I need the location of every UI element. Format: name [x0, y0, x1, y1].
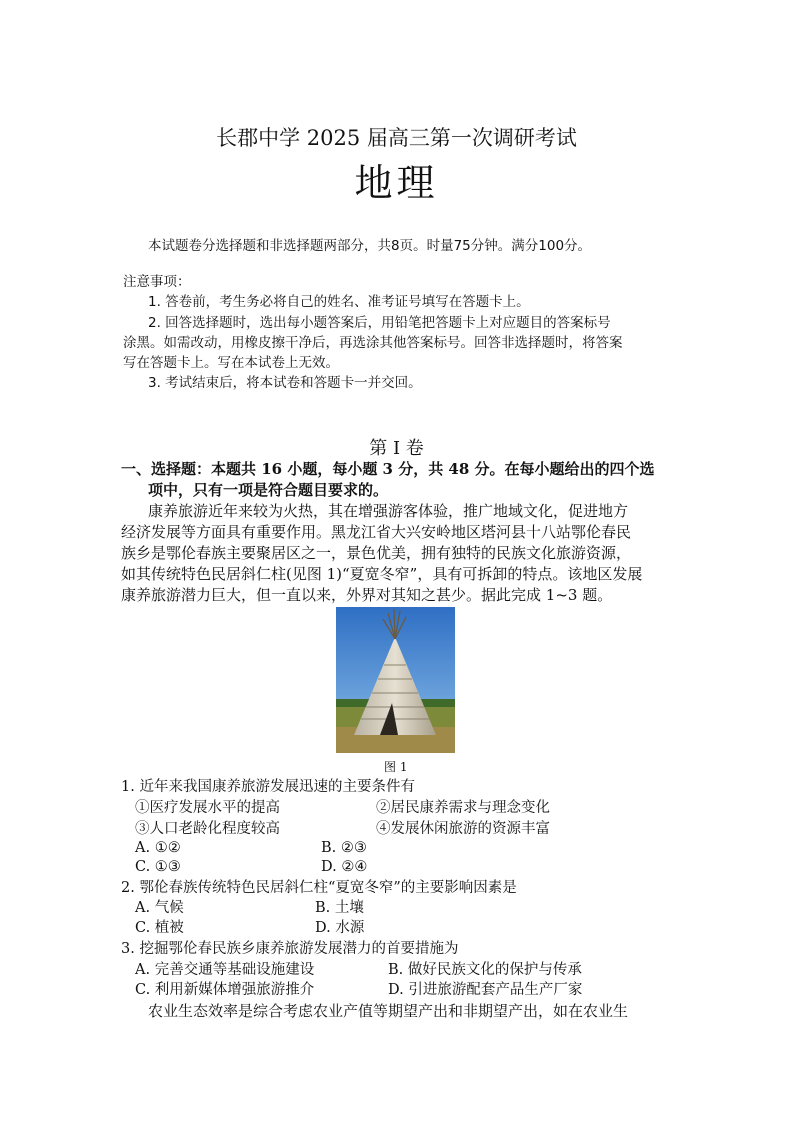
q3-option-d: D. 引进旅游配套产品生产厂家 [388, 982, 583, 998]
q3-option-c: C. 利用新媒体增强旅游推介 [135, 982, 315, 998]
question-1-stem: 1. 近年来我国康养旅游发展迅速的主要条件有 [121, 779, 415, 795]
notice-heading: 注意事项： [123, 274, 191, 290]
q1-statement-2: ②居民康养需求与理念变化 [376, 800, 550, 816]
notice-item-2-cont: 涂黑。如需改动，用橡皮擦干净后，再选涂其他答案标号。回答非选择题时，将答案 [123, 335, 623, 351]
q1-option-a: A. ①② [135, 840, 181, 856]
q2-option-c: C. 植被 [135, 920, 184, 936]
q2-option-a: A. 气候 [135, 900, 184, 916]
q1-option-d: D. ②④ [321, 859, 368, 875]
q1-option-b: B. ②③ [321, 840, 367, 856]
passage-line: 族乡是鄂伦春族主要聚居区之一，景色优美，拥有独特的民族文化旅游资源， [121, 544, 632, 562]
figure-caption: 图 1 [384, 760, 408, 774]
section-title: 第 Ⅰ 卷 [369, 438, 424, 459]
exam-title: 长郡中学 2025 届高三第一次调研考试 [216, 126, 577, 150]
passage-line: 康养旅游近年来较为火热，其在增强游客体验，推广地域文化，促进地方 [148, 502, 629, 520]
exam-intro: 本试题卷分选择题和非选择题两部分，共8页。时量75分钟。满分100分。 [148, 238, 592, 254]
section-instructions-cont: 项中，只有一项是符合题目要求的。 [148, 481, 389, 499]
section-instructions: 一、选择题：本题共 16 小题，每小题 3 分，共 48 分。在每小题给出的四个选 [121, 460, 655, 478]
q1-statement-1: ①医疗发展水平的提高 [135, 800, 280, 816]
passage-line: 如其传统特色民居斜仁柱(见图 1)“夏宽冬窄”，具有可拆卸的特点。该地区发展 [121, 565, 643, 583]
figure-1-photo [336, 607, 455, 753]
passage-line: 康养旅游潜力巨大，但一直以来，外界对其知之甚少。据此完成 1~3 题。 [121, 586, 613, 604]
notice-item-1: 1. 答卷前，考生务必将自己的姓名、准考证号填写在答题卡上。 [148, 294, 530, 310]
subject-title: 地理 [354, 161, 439, 205]
question-2-stem: 2. 鄂伦春族传统特色民居斜仁柱“夏宽冬窄”的主要影响因素是 [121, 880, 517, 896]
notice-item-2: 2. 回答选择题时，选出每小题答案后，用铅笔把答题卡上对应题目的答案标号 [148, 315, 611, 331]
question-3-stem: 3. 挖掘鄂伦春民族乡康养旅游发展潜力的首要措施为 [121, 941, 459, 957]
q1-option-c: C. ①③ [135, 859, 181, 875]
passage-2-line: 农业生态效率是综合考虑农业产值等期望产出和非期望产出，如在农业生 [148, 1002, 629, 1020]
q1-statement-3: ③人口老龄化程度较高 [135, 821, 280, 837]
q3-option-a: A. 完善交通等基础设施建设 [135, 962, 315, 978]
q3-option-b: B. 做好民族文化的保护与传承 [388, 962, 582, 978]
notice-item-2-cont2: 写在答题卡上。写在本试卷上无效。 [123, 355, 339, 371]
passage-line: 经济发展等方面具有重要作用。黑龙江省大兴安岭地区塔河县十八站鄂伦春民 [121, 523, 632, 541]
q2-option-b: B. 土壤 [315, 900, 364, 916]
q2-option-d: D. 水源 [315, 920, 365, 936]
q1-statement-4: ④发展休闲旅游的资源丰富 [376, 821, 550, 837]
notice-item-3: 3. 考试结束后，将本试卷和答题卡一并交回。 [148, 375, 422, 391]
